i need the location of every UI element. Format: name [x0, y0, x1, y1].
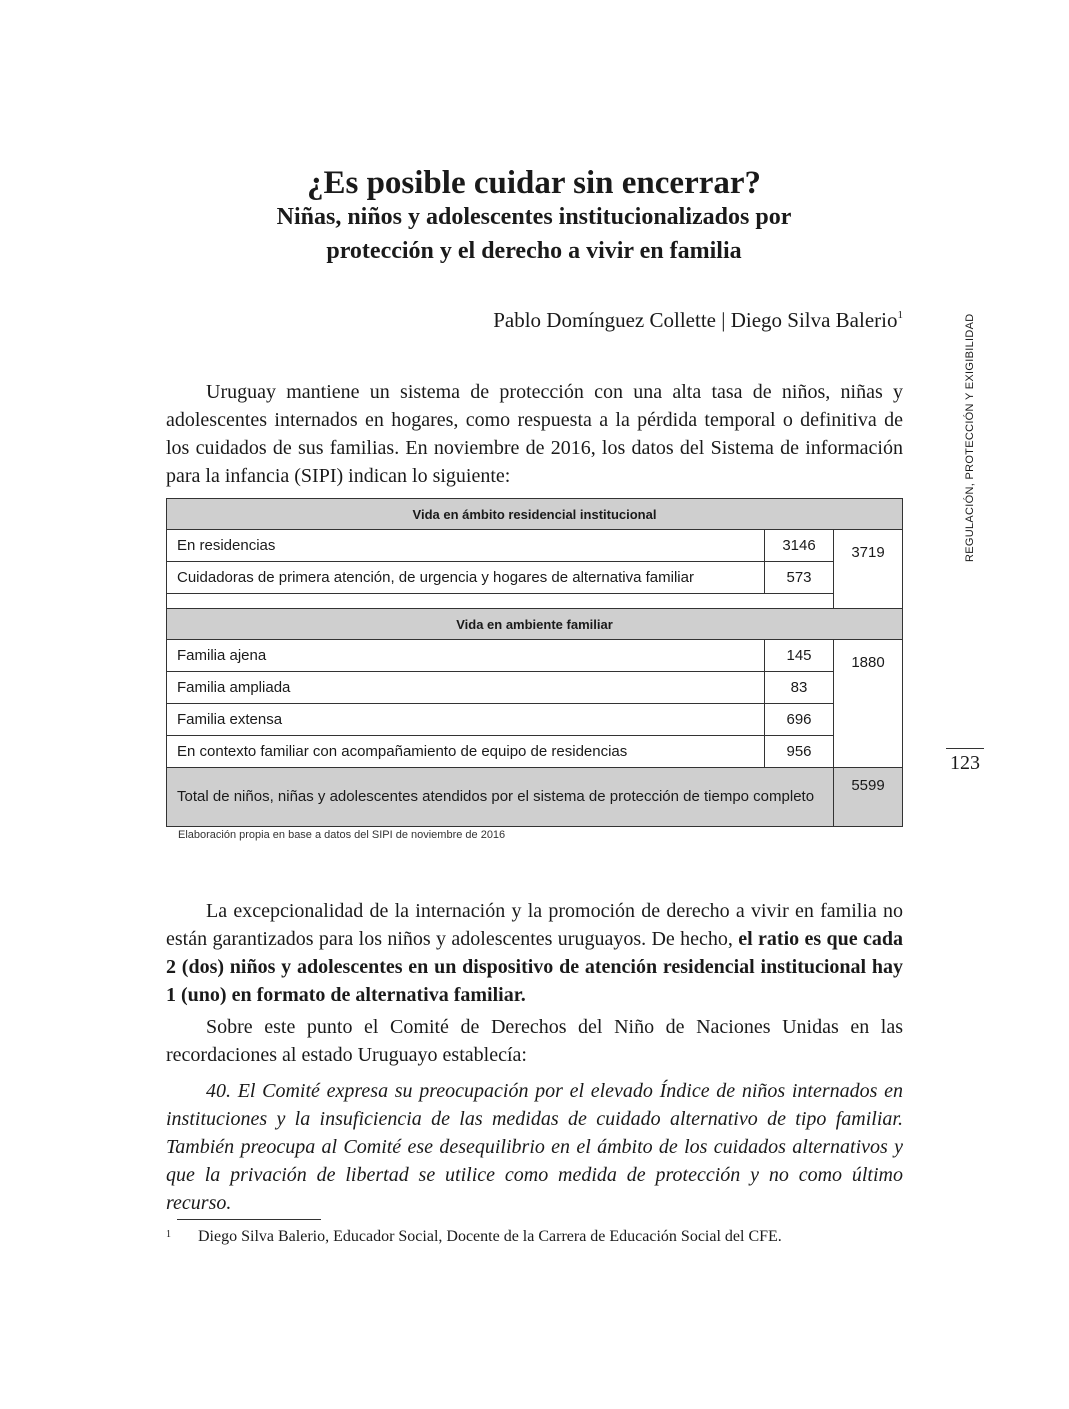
row-value: 696: [765, 704, 834, 736]
table-total-row: [167, 768, 903, 827]
footnote-divider: [177, 1219, 321, 1220]
table-row: [167, 672, 903, 704]
committee-intro-paragraph: [166, 1013, 903, 1069]
ratio-paragraph: [166, 897, 903, 1009]
ratio-emphasis: el ratio es que cada 2 (dos) niños y adolescentes en un dispositivo de atención residencial institucional hay 1 (uno) en formato de alternativa familiar.: [166, 928, 903, 1006]
row-value: 83: [765, 672, 834, 704]
page-number: 123: [950, 752, 980, 774]
row-label: Familia ajena: [167, 640, 765, 672]
heading-residential: Vida en ámbito residencial institucional: [167, 499, 903, 530]
table-row: [167, 530, 903, 562]
table-source-note: Elaboración propia en base a datos del SIPI de noviembre de 2016: [178, 829, 506, 841]
footnote-reference: 1: [897, 309, 903, 321]
table-spacer: [167, 594, 903, 609]
subtitle-line-2: protección y el derecho a vivir en familia: [326, 238, 742, 264]
sipi-data-table: [166, 498, 903, 827]
article-subtitle: [166, 200, 902, 268]
table-section-heading: [167, 609, 903, 640]
heading-family: Vida en ambiente familiar: [167, 609, 903, 640]
row-label: En residencias: [167, 530, 765, 562]
row-label: Familia ampliada: [167, 672, 765, 704]
total-label: Total de niños, niñas y adolescentes atendidos por el sistema de protección de tiempo completo: [167, 768, 834, 827]
subtitle-line-1: Niñas, niños y adolescentes institucionalizados por: [276, 204, 792, 230]
row-label: Familia extensa: [167, 704, 765, 736]
committee-intro-text: Sobre este punto el Comité de Derechos del Niño de Naciones Unidas en las recordaciones al estado Uruguayo establecía:: [166, 1016, 903, 1066]
ratio-text: La excepcionalidad de la internación y la promoción de derecho a vivir en familia no están garantizados para los niños y adolescentes uruguayos. De hecho,: [166, 900, 903, 950]
page-number-rule: [946, 748, 984, 749]
committee-quote-text: 40. El Comité expresa su preocupación por el elevado Índice de niños internados en instituciones y la insuficiencia de las medidas de cuidado alternativo de tipo familiar. También preocupa al Comité ese desequilibrio en el ámbito de los cuidados alternativos y que la privación de libertad se utilice como medida de protección y no como último recurso.: [166, 1080, 903, 1214]
spacer-cell: [167, 594, 834, 609]
authors-names: Pablo Domínguez Collette | Diego Silva Balerio: [493, 308, 898, 332]
table-row: [167, 704, 903, 736]
table-row: [167, 562, 903, 594]
total-value: 5599: [834, 768, 903, 827]
table-section-heading: [167, 499, 903, 530]
authors-line: [493, 300, 903, 335]
row-value: 573: [765, 562, 834, 594]
table-row: [167, 640, 903, 672]
row-value: 145: [765, 640, 834, 672]
subtotal-residential: 3719: [834, 530, 903, 609]
running-head-vertical: REGULACIÓN, PROTECCIÓN Y EXIGIBILIDAD: [964, 313, 976, 562]
row-value: 3146: [765, 530, 834, 562]
footnote-text: Diego Silva Balerio, Educador Social, Docente de la Carrera de Educación Social del CFE.: [198, 1228, 782, 1245]
table-row: [167, 736, 903, 768]
row-label: Cuidadoras de primera atención, de urgencia y hogares de alternativa familiar: [167, 562, 765, 594]
subtotal-family: 1880: [834, 640, 903, 768]
row-value: 956: [765, 736, 834, 768]
intro-paragraph: [166, 378, 903, 490]
row-label: En contexto familiar con acompañamiento de equipo de residencias: [167, 736, 765, 768]
committee-quote-paragraph: [166, 1077, 903, 1217]
intro-text: Uruguay mantiene un sistema de protección con una alta tasa de niños, niñas y adolescentes internados en hogares, como respuesta a la pérdida temporal o definitiva de los cuidados de sus familias. En noviembre de 2016, los datos del Sistema de información para la infancia (SIPI) indican lo siguiente:: [166, 381, 903, 487]
footnote-mark: 1: [166, 1229, 171, 1240]
article-title: ¿Es posible cuidar sin encerrar?: [306, 165, 762, 201]
